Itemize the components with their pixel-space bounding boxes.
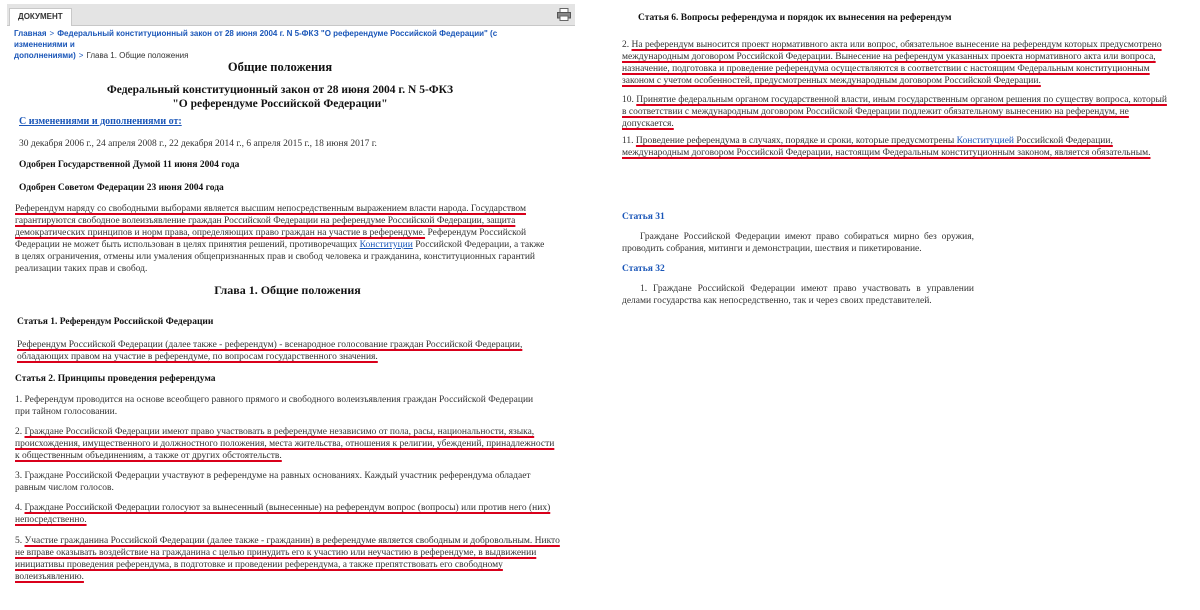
article-6-p11-num: 11. [622,136,636,146]
article-1-text [17,339,537,363]
approved-council: Одобрен Советом Федерации 23 июня 2004 года [19,183,224,193]
article-2-p5 [15,535,560,583]
article-6-p2-num: 2. [622,40,632,50]
constitution-link-right[interactable]: Конституцией [956,136,1015,146]
constitution-link[interactable]: Конституции [359,240,413,250]
article-2-p4 [15,502,560,526]
article-32-text: 1. Граждане Российской Федерации имеют право участвовать в управлении делами государства как непосредственно, так и через своих представителей. [622,284,974,306]
breadcrumb-law-link-cont[interactable]: дополнениями) [14,50,76,60]
article-2-title: Статья 2. Принципы проведения референдума [15,374,216,384]
law-title [0,84,560,112]
excerpt-panel [600,0,1200,610]
breadcrumb: Главная > Федеральный конституционный закон от 28 июня 2004 г. N 5-ФКЗ "О референдуме Российской Федерации" (с изменениями и дополнениями) > Глава 1. Общие положения [14,29,498,60]
article-2-p4-underlined: Граждане Российской Федерации голосуют за вынесенный (вынесенные) на референдум вопрос (вопросы) или против него (них) непосредственно. [15,503,551,525]
article-2-p5-num: 5. [15,536,25,546]
law-title-line1: Федеральный конституционный закон от 28 июня 2004 г. N 5-ФКЗ [106,84,454,96]
article-32-title: Статья 32 [622,264,665,274]
article-1-underlined: Референдум Российской Федерации (далее также - референдум) - всенародное голосование граждан Российской Федерации, обладающих правом на участие в референдуме, по вопросам государственного значения. [17,340,523,362]
article-2-p2-num: 2. [15,427,25,437]
article-6-title: Статья 6. Вопросы референдума и порядок их вынесения на референдум [638,13,952,23]
article-6-p2 [622,39,1167,87]
approved-duma: Одобрен Государственной Думой 11 июня 2004 года [19,160,240,170]
article-1-title: Статья 1. Референдум Российской Федерации [17,317,214,327]
amendment-dates: 30 декабря 2006 г., 24 апреля 2008 г., 22 декабря 2014 г., 6 апреля 2015 г., 18 июня 2017 г. [19,139,377,149]
article-6-p11-underlined-2: Российской Федерации, международным договором Российской Федерации, настоящим Федеральным конституционным законом, является обязательным. [622,136,1151,158]
article-2-p5-underlined: Участие гражданина Российской Федерации (далее также - гражданин) в референдуме является свободным и добровольным. Никто не вправе оказывать воздействие на гражданина с целью принудить его к участию или неучастию в референдуме, в выдвижении инициативы проведения референдума, в подготовке и проведении референдума, а также препятствовать его свободному волеизъявлению. [15,536,560,582]
article-6-p2-underlined: На референдум выносится проект нормативного акта или вопрос, обязательное вынесение на референдум которых предусмотрено международным договором Российской Федерации. Вынесение на референдум указанных проекта нормативного акта или вопроса, назначение, подготовка и проведение референдума осуществляются в соответствии с настоящим Федеральным конституционным законом с учетом особенностей, предусмотренных международным договором Российской Федерации. [622,40,1162,86]
preamble-underlined: Референдум наряду со свободными выборами является высшим непосредственным выражением власти народа. Государством гарантируются свободное волеизъявление граждан Российской Федерации на референдуме Российской Федерации, защита демократических принципов и норм права, определяющих право граждан на участие в референдуме. [15,204,526,238]
article-6-p10 [622,94,1167,130]
article-6-p10-underlined: Принятие федеральным органом государственной власти, иным государственным органом решения по существу вопроса, который в соответствии с международным договором Российской Федерации подлежит обязательному вынесению на референдум, не допускается. [622,95,1167,129]
article-2-p2 [15,426,560,462]
breadcrumb-law-link[interactable]: Федеральный конституционный закон от 28 июня 2004 г. N 5-ФКЗ "О референдуме Российской Федерации" (с изменениями и [14,29,498,49]
print-icon[interactable] [557,8,571,21]
article-2-p3: 3. Граждане Российской Федерации участвуют в референдуме на равных основаниях. Каждый участник референдума обладает равным числом голосов. [15,471,531,493]
article-2-p1: 1. Референдум проводится на основе всеобщего равного прямого и свободного волеизъявления граждан Российской Федерации при тайном голосовании. [15,395,534,417]
preamble-text-1: Референдум Российской Федерации не может быть использован в целях принятия решений, противоречащих [15,228,527,250]
article-2-p2-underlined: Граждане Российской Федерации имеют право участвовать в референдуме независимо от пола, расы, национальности, языка, происхождения, имущественного и должностного положения, места жительства, отношения к религии, убеждений, принадлежности к общественным объединениям, а также от других обстоятельств. [15,427,555,461]
article-31-text: Граждане Российской Федерации имеют право собираться мирно без оружия, проводить собрания, митинги и демонстрации, шествия и пикетирование. [622,232,974,254]
article-31-title: Статья 31 [622,212,665,222]
preamble-paragraph [15,203,550,275]
breadcrumb-current: Глава 1. Общие положения [86,50,189,60]
article-6-p11-underlined-1: Проведение референдума в случаях, порядке и сроки, которые предусмотрены [635,136,957,146]
breadcrumb-home-link[interactable]: Главная [14,29,47,38]
tab-bar [7,4,575,26]
law-title-line2: "О референдуме Российской Федерации" [172,97,388,110]
document-panel [0,0,575,610]
preamble-text-2: Российской Федерации, а также в целях ограничения, отмены или умаления общепризнанных прав и свобод человека и гражданина, конституционных гарантий реализации таких прав и свобод. [15,240,545,274]
chapter-title: Глава 1. Общие положения [214,283,361,297]
page-title: Общие положения [227,60,333,74]
article-6-p10-num: 10. [622,95,637,105]
amendments-link[interactable]: С изменениями и дополнениями от: [19,116,182,127]
article-2-p4-num: 4. [15,503,25,513]
article-6-p11 [622,135,1167,159]
tab-document[interactable]: ДОКУМЕНТ [9,8,72,26]
